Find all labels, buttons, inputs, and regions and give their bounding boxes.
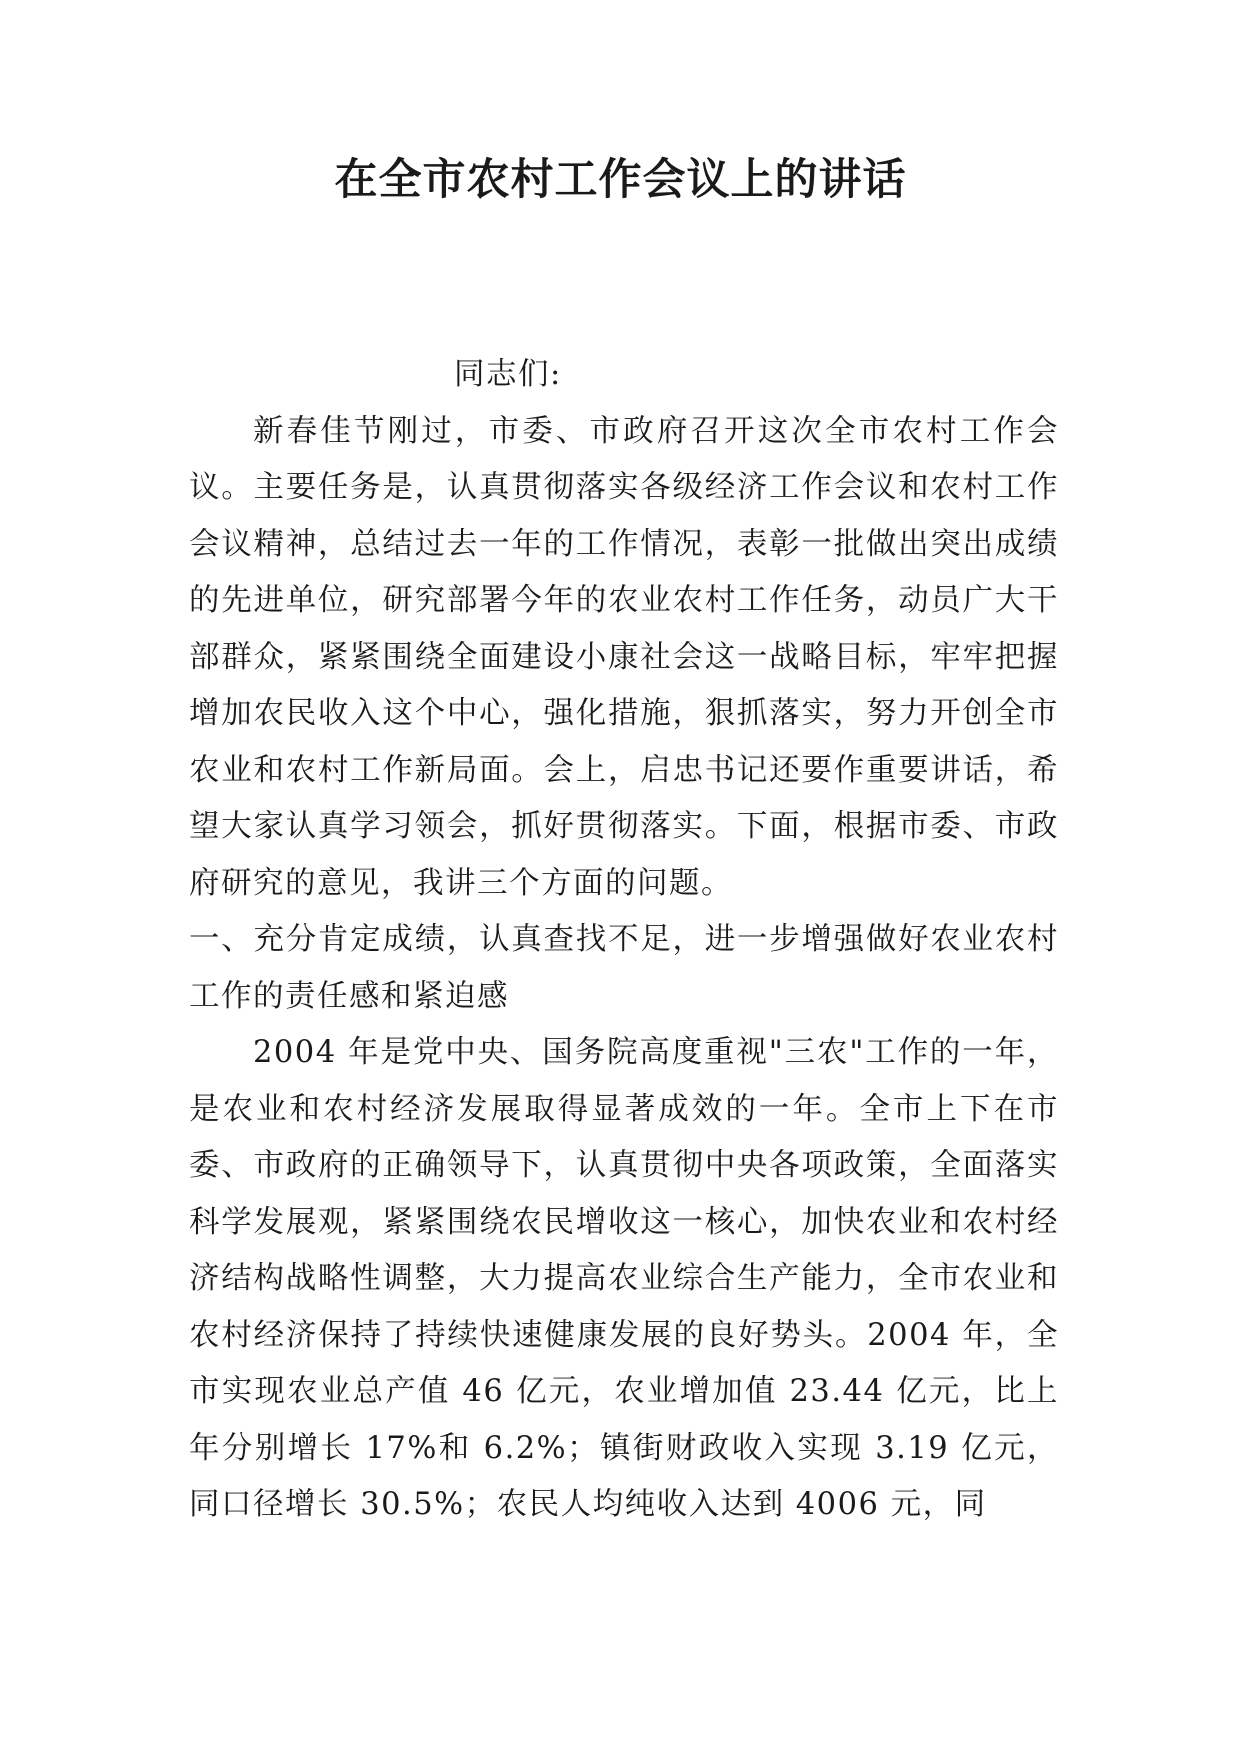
document-body xyxy=(189,347,1059,1534)
salutation: 同志们: xyxy=(454,357,562,392)
section-heading-1: 一、充分肯定成绩，认真查找不足，进一步增强做好农业农村工作的责任感和紧迫感 xyxy=(189,922,1059,1014)
document-title: 在全市农村工作会议上的讲话 xyxy=(334,155,907,205)
paragraph-intro: 新春佳节刚过，市委、市政府召开这次全市农村工作会议。主要任务是，认真贯彻落实各级经济工作会议和农村工作会议精神，总结过去一年的工作情况，表彰一批做出突出成绩的先进单位，研究部署今年的农业农村工作任务，动员广大干部群众，紧紧围绕全面建设小康社会这一战略目标，牢牢把握增加农民收入这个中心，强化措施，狠抓落实，努力开创全市农业和农村工作新局面。会上，启忠书记还要作重要讲话，希望大家认真学习领会，抓好贯彻落实。下面，根据市委、市政府研究的意见，我讲三个方面的问题。 xyxy=(189,413,1059,901)
paragraph-2004-review: 2004 年是党中央、国务院高度重视"三农"工作的一年，是农业和农村经济发展取得显著成效的一年。全市上下在市委、市政府的正确领导下，认真贯彻中央各项政策，全面落实科学发展观，紧紧围绕农民增收这一核心，加快农业和农村经济结构战略性调整，大力提高农业综合生产能力，全市农业和农村经济保持了持续快速健康发展的良好势头。2004 年，全市实现农业总产值 46 亿元，农业增加值 23.44 亿元，比上年分别增长 17%和 6.2%；镇街财政收入实现 3.19 亿元，同口径增长 30.5%；农民人均纯收入达到 4006 元，同 xyxy=(189,1035,1059,1522)
